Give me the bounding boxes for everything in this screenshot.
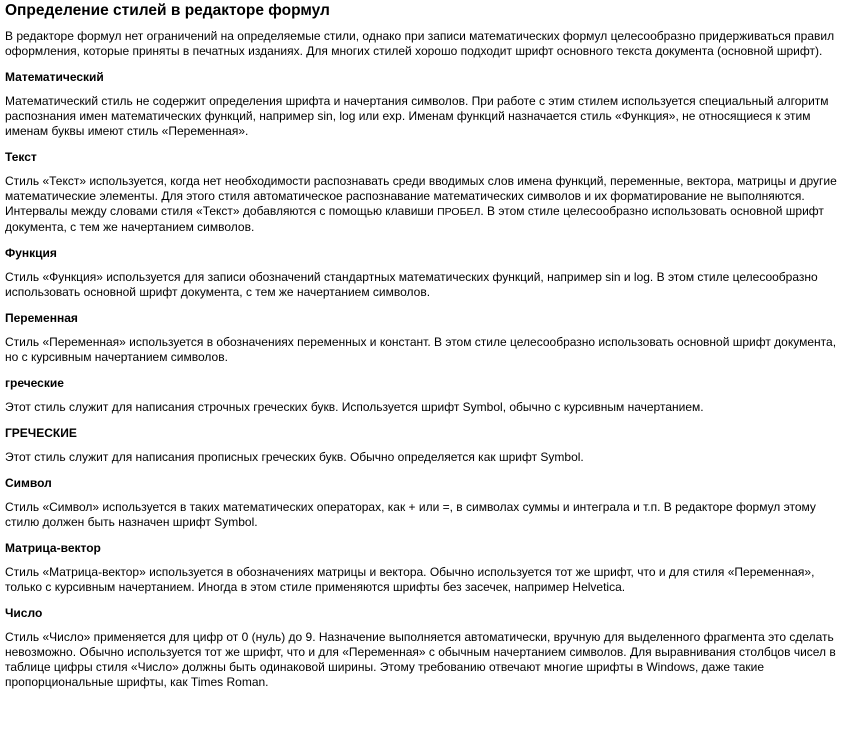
section-text-symbol: Стиль «Символ» используется в таких математических операторах, как + или =, в символах суммы и интеграла и т.п. В редакторе формул этому стилю должен быть назначен шрифт Symbol. [5, 500, 816, 529]
page-title: Определение стилей в редакторе формул [5, 2, 330, 19]
section-heading-text: Текст [5, 150, 37, 164]
section-text-text [5, 174, 839, 235]
section-text-greek-lower: Этот стиль служит для написания строчных греческих букв. Используется шрифт Symbol, обычно с курсивным начертанием. [5, 400, 704, 414]
section-text-matrix-vector: Стиль «Матрица-вектор» используется в обозначениях матрицы и вектора. Обычно используется тот же шрифт, что и для стиля «Переменная», только с курсивным начертанием. Иногда в этом стиле применяются шрифты без засечек, например Helvetica. [5, 565, 815, 594]
section-text-mathematical: Математический стиль не содержит определения шрифта и начертания символов. При работе с этим стилем используется специальный алгоритм распознания имен математических функций, например sin, log или exp. Именам функций назначается стиль «Функция», не относящиеся к этим именам буквы имеют стиль «Переменная». [5, 94, 829, 138]
section-text-function: Стиль «Функция» используется для записи обозначений стандартных математических функций, например sin и log. В этом стиле целесообразно использовать основной шрифт документа, с тем же начертанием символов. [5, 270, 818, 299]
key-name: ПРОБЕЛ [437, 206, 481, 218]
section-heading-number: Число [5, 606, 43, 620]
section-text-number: Стиль «Число» применяется для цифр от 0 (нуль) до 9. Назначение выполняется автоматически, вручную для выделенного фрагмента это сделать невозможно. Обычно используется тот же шрифт, что и для «Переменная» с обычным начертанием символов. Для выравнивания столбцов чисел в таблице цифры стиля «Число» должны быть одинаковой ширины. Этому требованию отвечают многие шрифты в Windows, даже такие пропорциональные шрифты, как Times Roman. [5, 630, 836, 689]
text-part-after: . В этом стиле целесообразно использовать основной шрифт документа, с тем же начертанием символов. [5, 204, 824, 234]
section-heading-greek-upper: ГРЕЧЕСКИЕ [5, 426, 77, 440]
section-heading-matrix-vector: Матрица-вектор [5, 541, 101, 555]
section-heading-mathematical: Математический [5, 70, 104, 84]
section-heading-greek-lower: греческие [5, 376, 64, 390]
text-part-before: Стиль «Текст» используется, когда нет необходимости распознавать среди вводимых слов имена функций, переменные, вектора, матрицы и другие математические элементы. Для этого стиля автоматическое распознавание математических символов и их форматирование не выполняются. Интервалы между словами стиля «Текст» добавляются с помощью клавиши [5, 174, 837, 218]
section-heading-variable: Переменная [5, 311, 78, 325]
section-heading-symbol: Символ [5, 476, 52, 490]
section-text-variable: Стиль «Переменная» используется в обозначениях переменных и констант. В этом стиле целесообразно использовать основной шрифт документа, но с курсивным начертанием символов. [5, 335, 837, 364]
section-text-greek-upper: Этот стиль служит для написания прописных греческих букв. Обычно определяется как шрифт Symbol. [5, 450, 584, 464]
intro-paragraph: В редакторе формул нет ограничений на определяемые стили, однако при записи математических формул целесообразно придерживаться правил оформления, которые приняты в печатных изданиях. Для многих стилей хорошо подходит шрифт основного текста документа (основной шрифт). [5, 29, 835, 58]
section-heading-function: Функция [5, 246, 57, 260]
